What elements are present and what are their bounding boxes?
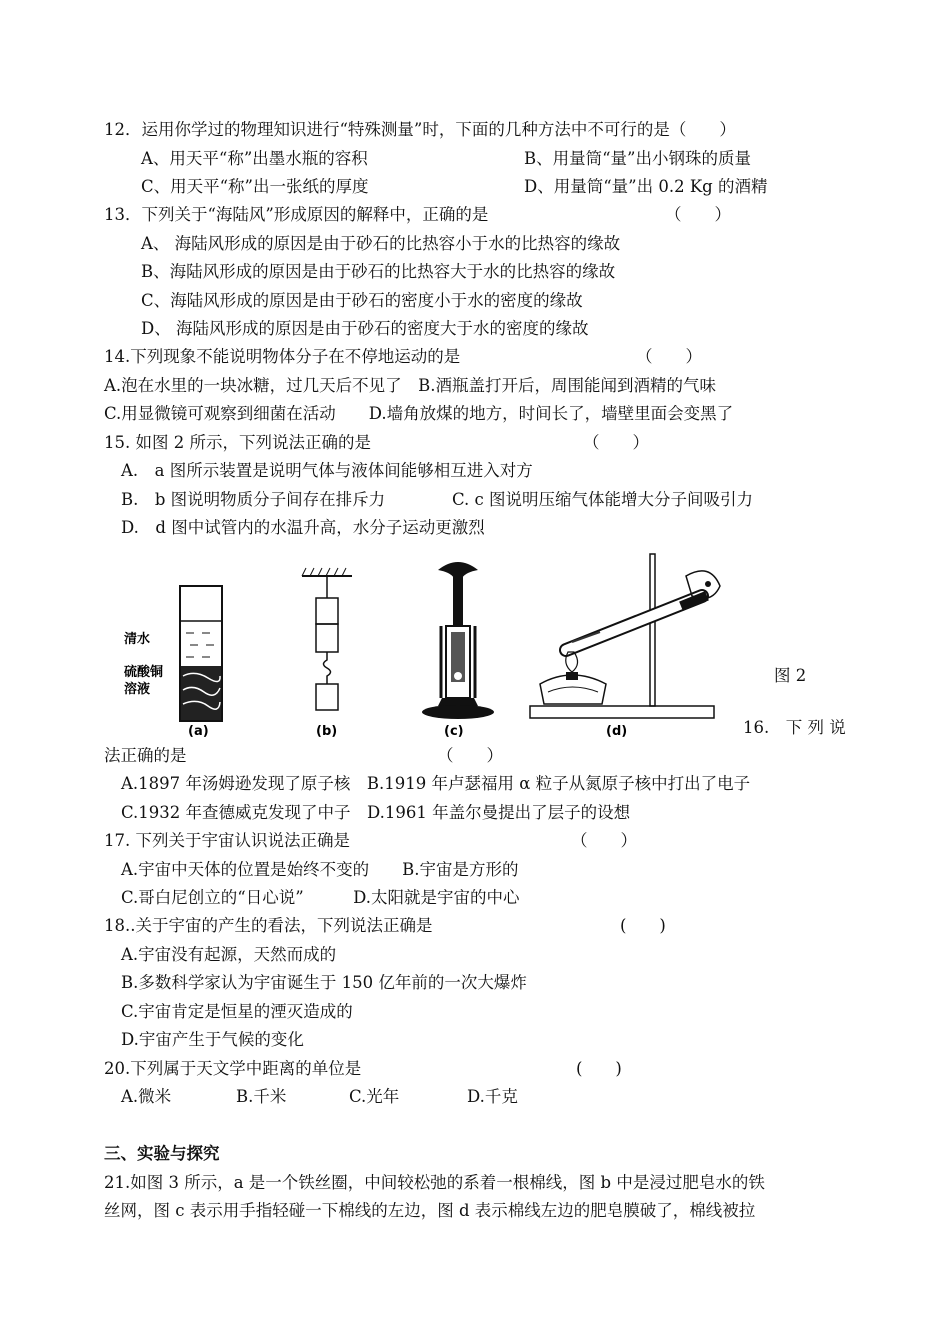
figure-2-illustration: [120, 548, 740, 740]
q14-answer-paren: （ ）: [636, 347, 702, 366]
q17-stem: 17. 下列关于宇宙认识说法正确是: [104, 831, 350, 850]
q13-option-a: A、 海陆风形成的原因是由于砂石的比热容小于水的比热容的缘故: [141, 234, 621, 253]
caption-d: (d): [606, 724, 628, 739]
q21-line-1: 21.如图 3 所示，a 是一个铁丝圈，中间较松弛的系着一根棉线，图 b 中是浸过肥皂水的铁: [104, 1173, 765, 1192]
caption-c: (c): [444, 724, 464, 739]
q16-stem-part1: 16. 下 列 说: [743, 718, 846, 737]
q15-stem: 15. 如图 2 所示，下列说法正确的是: [104, 433, 371, 452]
q12-option-b: B、用量筒“量”出小钢珠的质量: [524, 149, 751, 168]
q12-stem: 12．运用你学过的物理知识进行“特殊测量”时，下面的几种方法中不可行的是（ ）: [104, 120, 736, 139]
q15-answer-paren: （ ）: [583, 433, 649, 452]
q20-option-b: B.千米: [236, 1087, 287, 1106]
label-water: 清水: [124, 632, 151, 647]
figure-2-label: 图 2: [774, 666, 807, 685]
q13-stem: 13．下列关于“海陆风”形成原因的解释中，正确的是: [104, 205, 489, 224]
q18-option-c: C.宇宙肯定是恒星的湮灭造成的: [121, 1002, 353, 1021]
q18-option-d: D.宇宙产生于气候的变化: [121, 1030, 304, 1049]
label-copper-sulfate-1: 硫酸铜: [124, 665, 164, 680]
q14-options-ab: A.泡在水里的一块冰糖，过几天后不见了 B.酒瓶盖打开后，周围能闻到酒精的气味: [104, 376, 717, 395]
q16-options-ab: A.1897 年汤姆逊发现了原子核 B.1919 年卢瑟福用 α 粒子从氮原子核中打出了电子: [121, 774, 751, 793]
caption-a: (a): [188, 724, 209, 739]
q15-option-a: A. a 图所示装置是说明气体与液体间能够相互进入对方: [121, 461, 533, 480]
q21-line-2: 丝网，图 c 表示用手指轻碰一下棉线的左边，图 d 表示棉线左边的肥皂膜破了，棉线被拉: [104, 1201, 756, 1220]
label-copper-sulfate-2: 溶液: [124, 682, 151, 697]
section-3-title: 三、实验与探究: [104, 1144, 220, 1163]
q12-option-d: D、用量筒“量”出 0.2 Kg 的酒精: [524, 177, 768, 196]
q15-option-d: D. d 图中试管内的水温升高，水分子运动更激烈: [121, 518, 485, 537]
figure-c-compression-tube: [422, 562, 494, 739]
q12-option-c: C、用天平“称”出一张纸的厚度: [141, 177, 369, 196]
q20-option-a: A.微米: [121, 1087, 172, 1106]
q13-option-d: D、 海陆风形成的原因是由于砂石的密度大于水的密度的缘故: [141, 319, 589, 338]
caption-b: (b): [316, 724, 338, 739]
q18-stem: 18..关于宇宙的产生的看法，下列说法正确是: [104, 916, 433, 935]
q17-answer-paren: （ ）: [571, 831, 637, 850]
q15-option-c: C. c 图说明压缩气体能增大分子间吸引力: [452, 490, 754, 509]
q15-option-b: B. b 图说明物质分子间存在排斥力: [121, 490, 386, 509]
q12-option-a: A、用天平“称”出墨水瓶的容积: [141, 149, 368, 168]
q16-stem-part2: 法正确的是: [104, 746, 187, 765]
q16-options-cd: C.1932 年查德威克发现了中子 D.1961 年盖尔曼提出了层子的设想: [121, 803, 631, 822]
q18-option-b: B.多数科学家认为宇宙诞生于 150 亿年前的一次大爆炸: [121, 973, 527, 992]
q17-options-cd: C.哥白尼创立的“日心说” D.太阳就是宇宙的中心: [121, 888, 520, 907]
figure-a-cylinder: [124, 586, 222, 739]
q20-option-c: C.光年: [349, 1087, 400, 1106]
figure-b-lead-blocks: [302, 568, 352, 739]
q18-answer-paren: ( ): [620, 916, 666, 935]
q13-option-b: B、海陆风形成的原因是由于砂石的比热容大于水的比热容的缘故: [141, 262, 616, 281]
q20-option-d: D.千克: [467, 1087, 518, 1106]
q20-stem: 20.下列属于天文学中距离的单位是: [104, 1059, 362, 1078]
q13-answer-paren: （ ）: [665, 205, 731, 224]
q14-stem: 14.下列现象不能说明物体分子在不停地运动的是: [104, 347, 461, 366]
q14-options-cd: C.用显微镜可观察到细菌在活动 D.墙角放煤的地方，时间长了，墙壁里面会变黑了: [104, 404, 734, 423]
q20-answer-paren: ( ): [576, 1059, 622, 1078]
q13-option-c: C、海陆风形成的原因是由于砂石的密度小于水的密度的缘故: [141, 291, 583, 310]
q18-option-a: A.宇宙没有起源，天然而成的: [121, 945, 337, 964]
q17-options-ab: A.宇宙中天体的位置是始终不变的 B.宇宙是方形的: [121, 860, 519, 879]
q16-answer-paren: （ ）: [437, 746, 503, 765]
figure-d-heating-tube: [530, 554, 720, 739]
